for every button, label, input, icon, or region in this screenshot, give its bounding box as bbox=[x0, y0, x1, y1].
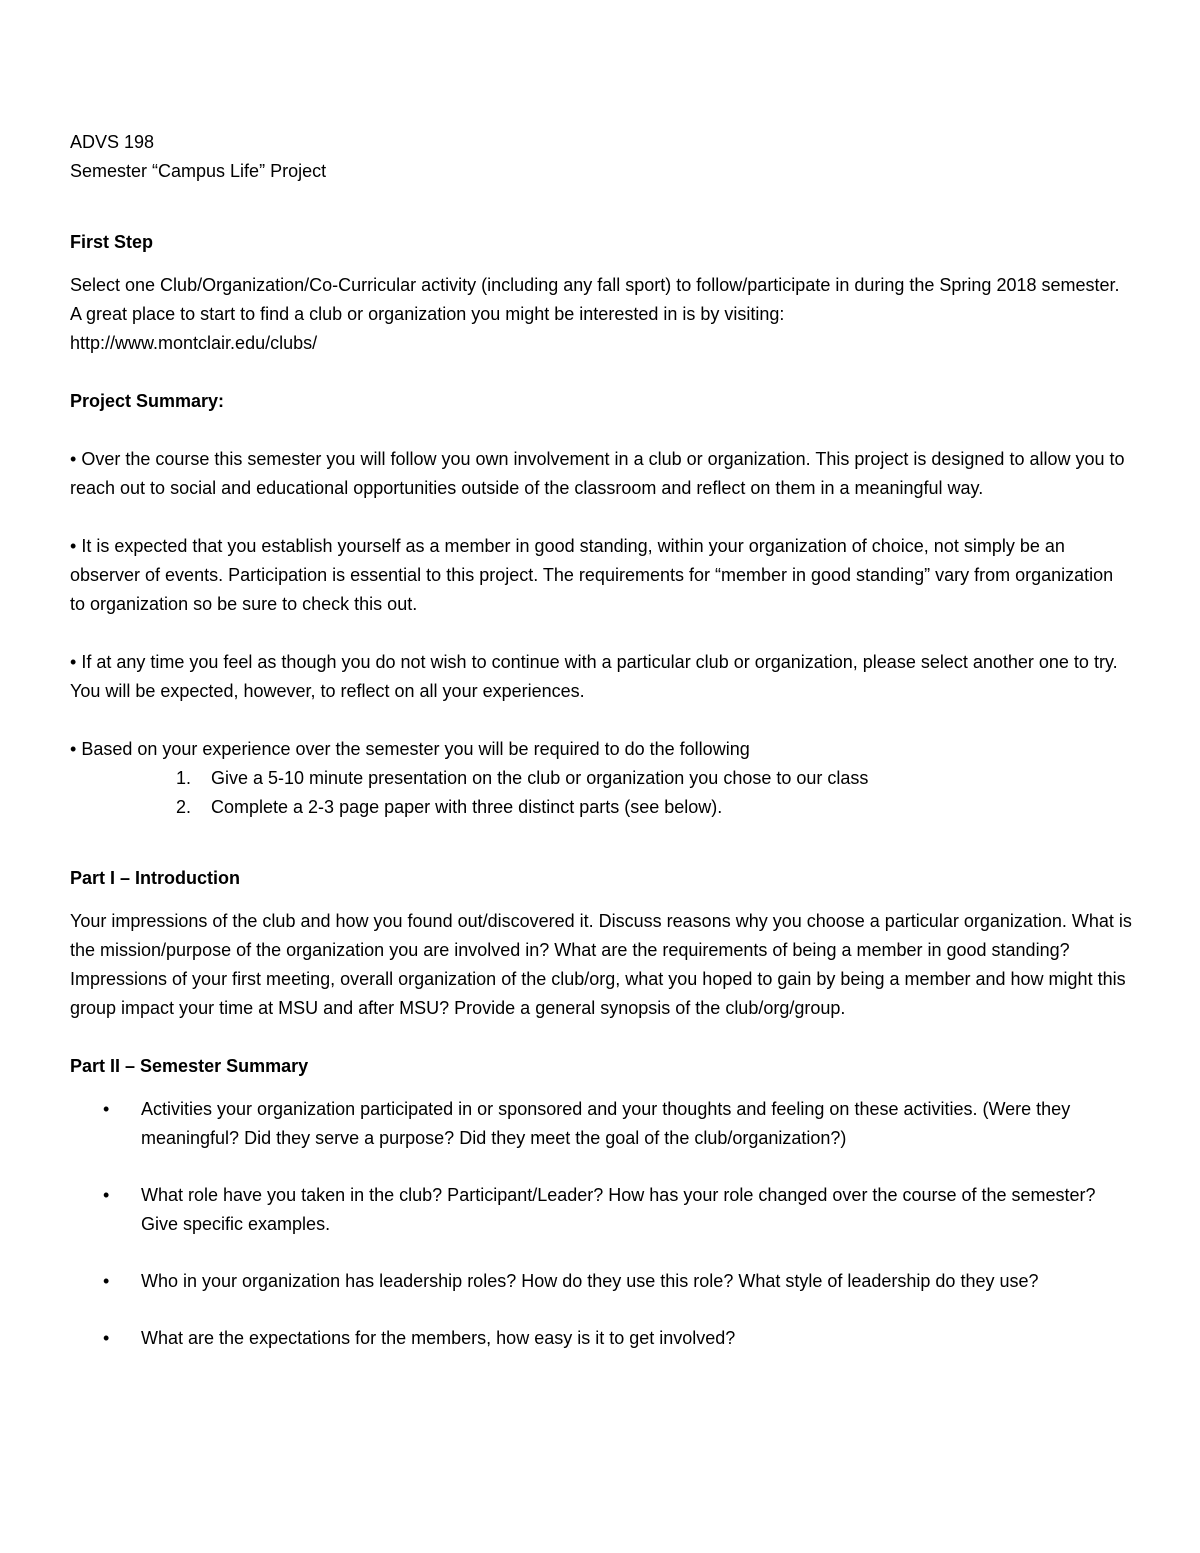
bullet-glyph: • bbox=[103, 1099, 110, 1119]
part1-body: Your impressions of the club and how you found out/discovered it. Discuss reasons why you choose a particular organization. What is the mission/purpose of the organization you are involved in? What are the requirements of being a member in good standing? Impressions of your first meeting, overall organization of the club/org, what you hoped to gain by being a member and how might this group impact your time at MSU and after MSU? Provide a general synopsis of the club/org/group. bbox=[70, 911, 1132, 1018]
summary-bullet-4 bbox=[70, 735, 1132, 764]
semester-summary-item bbox=[70, 1324, 1132, 1353]
semester-summary-text: What role have you taken in the club? Participant/Leader? How has your role changed over the course of the semester? Give specific examples. bbox=[141, 1185, 1096, 1234]
document-page bbox=[70, 128, 1132, 1381]
semester-summary-list bbox=[70, 1095, 1132, 1353]
part1-heading: Part I – Introduction bbox=[70, 868, 241, 888]
bullet-glyph: • bbox=[103, 1271, 110, 1291]
summary-bullet-text: If at any time you feel as though you do not wish to continue with a particular club or organization, please select another one to try. You will be expected, however, to reflect on all your experiences. bbox=[70, 652, 1118, 701]
bullet-glyph: • bbox=[70, 536, 77, 556]
requirement-text: Give a 5-10 minute presentation on the club or organization you chose to our class bbox=[211, 768, 869, 788]
semester-summary-text: Who in your organization has leadership roles? How do they use this role? What style of leadership do they use? bbox=[141, 1271, 1039, 1291]
requirement-text: Complete a 2-3 page paper with three distinct parts (see below). bbox=[211, 797, 723, 817]
semester-summary-text: What are the expectations for the members, how easy is it to get involved? bbox=[141, 1328, 736, 1348]
project-summary-heading: Project Summary: bbox=[70, 391, 225, 411]
bullet-glyph: • bbox=[70, 449, 77, 469]
requirement-number: 2. bbox=[176, 797, 192, 817]
first-step-heading: First Step bbox=[70, 232, 154, 252]
course-code: ADVS 198 bbox=[70, 132, 155, 152]
requirement-item bbox=[70, 764, 1132, 793]
requirement-item bbox=[70, 793, 1132, 822]
semester-summary-item bbox=[70, 1267, 1132, 1296]
summary-bullet-text: Over the course this semester you will follow you own involvement in a club or organization. This project is designed to allow you to reach out to social and educational opportunities outside of the classroom and reflect on them in a meaningful way. bbox=[70, 449, 1125, 498]
bullet-glyph: • bbox=[70, 652, 77, 672]
requirement-number: 1. bbox=[176, 768, 192, 788]
project-title: Semester “Campus Life” Project bbox=[70, 161, 327, 181]
part2-heading: Part II – Semester Summary bbox=[70, 1056, 309, 1076]
semester-summary-text: Activities your organization participated in or sponsored and your thoughts and feeling on these activities. (Were they meaningful? Did they serve a purpose? Did they meet the goal of the club/organization?) bbox=[141, 1099, 1071, 1148]
summary-bullet-1 bbox=[70, 445, 1132, 503]
summary-bullet-3 bbox=[70, 648, 1132, 706]
clubs-link[interactable]: http://www.montclair.edu/clubs/ bbox=[70, 333, 318, 353]
semester-summary-item bbox=[70, 1181, 1132, 1239]
first-step-body: Select one Club/Organization/Co-Curricular activity (including any fall sport) to follow/participate in during the Spring 2018 semester. A great place to start to find a club or organization you might be interested in is by visiting: bbox=[70, 275, 1120, 324]
bullet-glyph: • bbox=[70, 739, 77, 759]
bullet-glyph: • bbox=[103, 1185, 110, 1205]
summary-bullet-text: Based on your experience over the semester you will be required to do the following bbox=[81, 739, 750, 759]
requirements-list bbox=[70, 764, 1132, 822]
semester-summary-item bbox=[70, 1095, 1132, 1153]
summary-bullet-2 bbox=[70, 532, 1132, 619]
bullet-glyph: • bbox=[103, 1328, 110, 1348]
summary-bullet-text: It is expected that you establish yourself as a member in good standing, within your organization of choice, not simply be an observer of events. Participation is essential to this project. The requirements for “member in good standing” vary from organization to organization so be sure to check this out. bbox=[70, 536, 1114, 614]
